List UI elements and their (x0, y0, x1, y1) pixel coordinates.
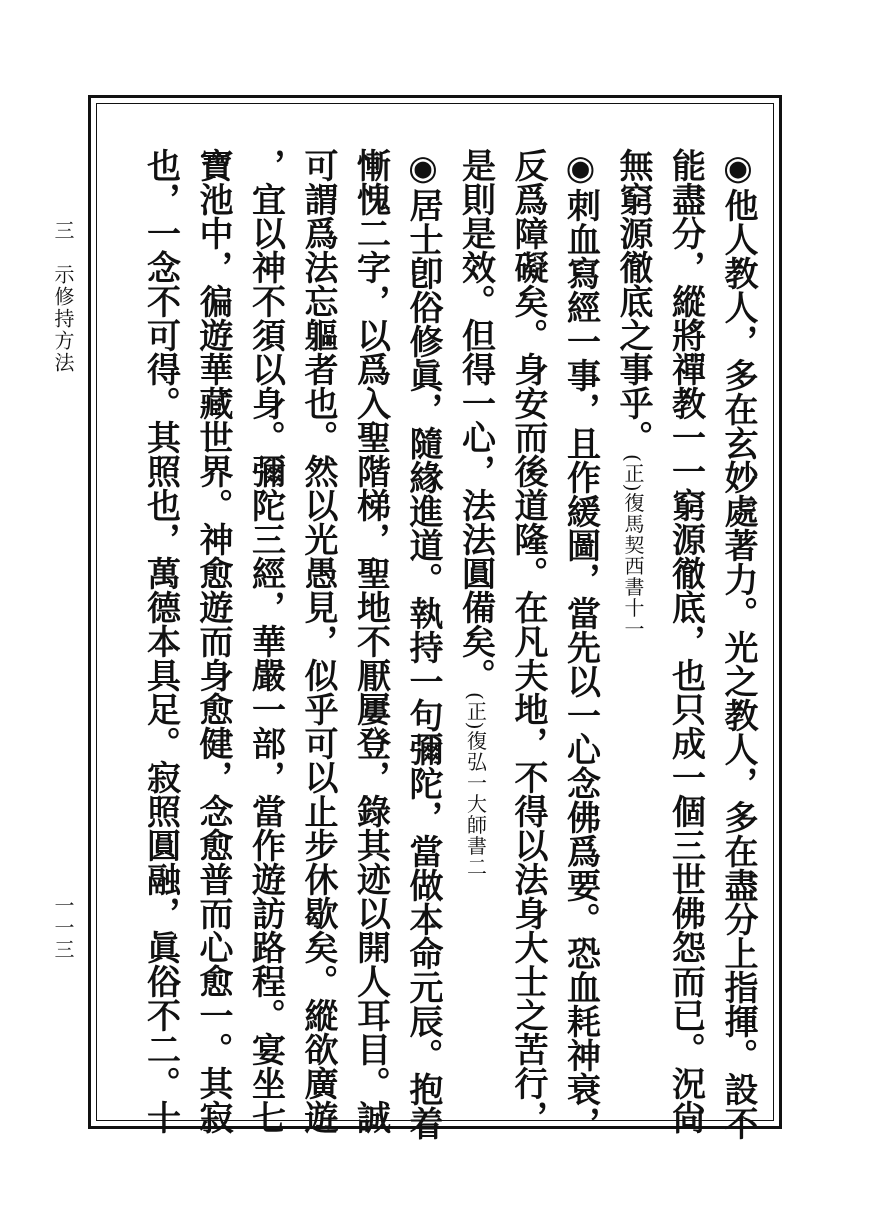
column-text: 慚愧二字，以爲入聖階梯，聖地不厭屢登，錄其迹以開人耳目。誠 (350, 148, 391, 1134)
column-text: 反爲障礙矣。身安而後道隆。在凡夫地，不得以法身大士之苦行， (508, 148, 548, 1134)
column-text: ◉刺血寫經一事，且作緩圖，當先以一心念佛爲要。恐血耗神衰， (560, 148, 601, 1140)
text-column (401, 148, 445, 1140)
text-column (244, 148, 288, 1134)
section-label: 三 示修持方法 (51, 220, 75, 374)
column-text: ，宜以神不須以身。彌陀三經，華嚴一部，當作遊訪路程。宴坐七 (245, 148, 286, 1134)
column-text: 也，一念不可得。其照也，萬德本具足。寂照圓融，眞俗不二。十 (140, 148, 181, 1134)
text-column (139, 148, 183, 1134)
column-text: 寶池中，徧遊華藏世界。神愈遊而身愈健，念愈普而心愈一。其寂 (193, 148, 233, 1134)
column-text: 是則是效。但得一心，法法圓備矣。 (455, 148, 496, 692)
column-text: ◉居士卽俗修眞，隨緣進道。執持一句彌陀，當做本命元辰。抱着 (403, 148, 443, 1140)
page-number: 一一三 (51, 895, 75, 961)
column-text: 可謂爲法忘軀者也。然以光愚見，似乎可以止步休歇矣。縱欲廣遊 (298, 148, 338, 1134)
source-note: (正)復馬契西書十一 (621, 454, 645, 640)
text-column (611, 148, 655, 640)
text-column (454, 148, 498, 878)
text-column (506, 148, 550, 1134)
text-column (296, 148, 340, 1134)
column-text: 能盡分，縱將禪教一一窮源徹底，也只成一個三世佛怨而已。況尙 (665, 148, 706, 1134)
text-column (559, 148, 603, 1140)
column-text: 無窮源徹底之事乎。 (613, 148, 653, 454)
text-column (716, 148, 760, 1140)
column-text: ◉他人教人，多在玄妙處著力。光之教人，多在盡分上指揮。設不 (718, 148, 758, 1140)
text-column (664, 148, 708, 1134)
source-note: (正)復弘一大師書二 (463, 692, 488, 878)
text-column (191, 148, 235, 1134)
text-column (349, 148, 393, 1134)
